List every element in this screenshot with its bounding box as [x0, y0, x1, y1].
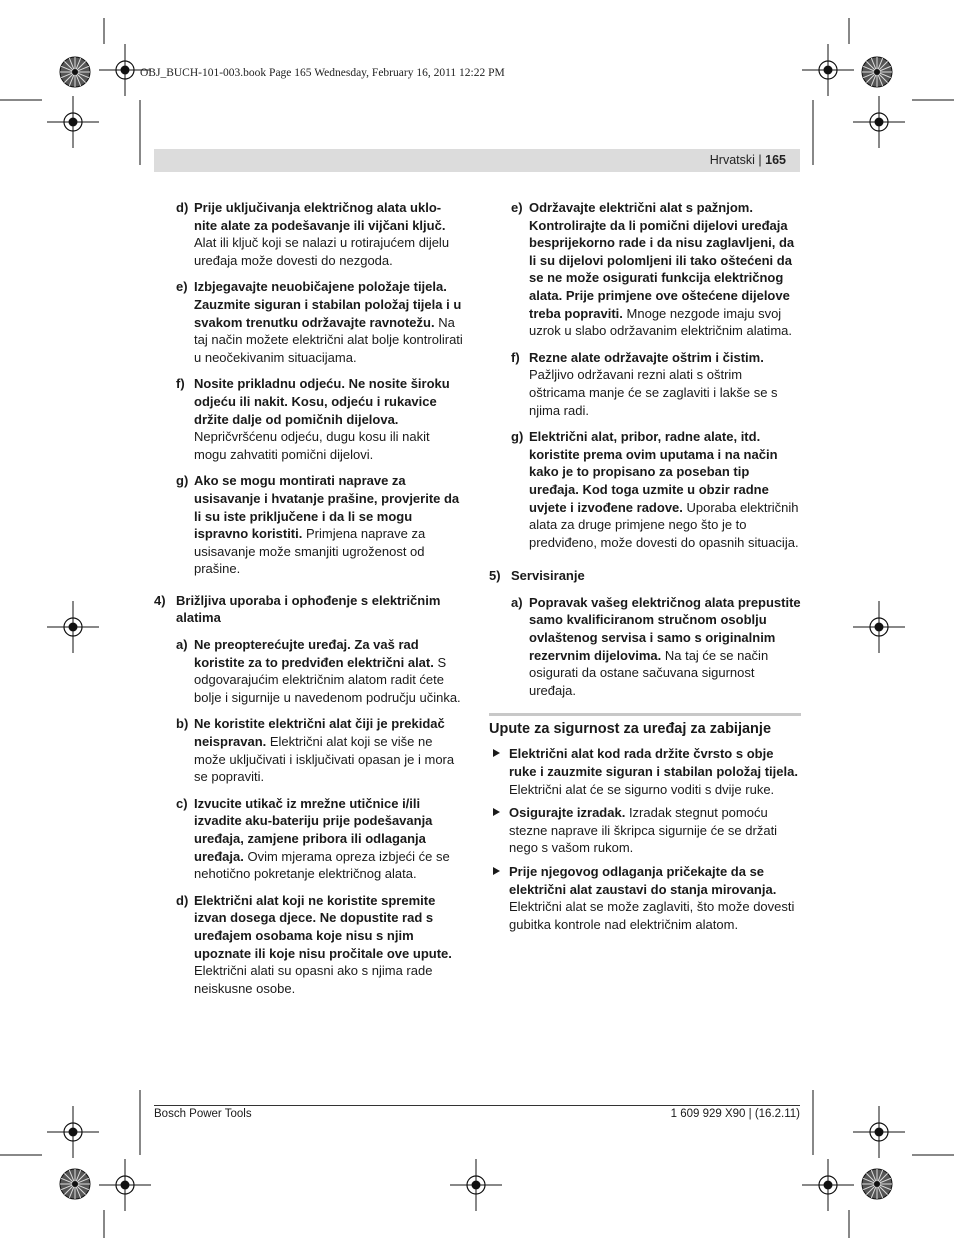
item-bold-text: Izvucite utikač iz mrežne utičnice i/ili izvadite aku-bateriju prije podešavanja uređaja, zamjene pribora ili odlaganja uređaja.	[194, 795, 433, 864]
bullet-bold-text: Električni alat kod rada držite čvrsto s obje ruke i zauzmite siguran i stabilan položaj tijela.	[509, 746, 798, 780]
header-language: Hrvatski	[709, 153, 755, 167]
section-4-heading	[154, 592, 464, 627]
bullet-bold-text: Prije njegovog odlaganja pričekajte da se električni alat zaustavi do stanja mirovanja.	[509, 864, 777, 897]
triangle-bullet-icon	[493, 867, 500, 875]
item-text: Uporaba električnih alata za druge primjene nego što je to predviđeno, može dovesti do opasnih situacija.	[529, 499, 799, 550]
item-text: Električni alati su opasni ako s njima rade neiskusne osobe.	[194, 963, 433, 996]
item-label: d)	[176, 200, 189, 215]
list-item-d	[154, 199, 464, 269]
item-bold-text: Održavajte električni alat s pažnjom. Kontrolirajte da li pomični dijelovi uređaja besprijekorno rade i da nisu zaglavljeni, da li su dijelovi polomljeni ili tako oštećeni da se ne može osigurati funkcija električnog alata. Prije primjene ove oštećene dijelove treba popraviti.	[529, 200, 795, 321]
triangle-bullet-icon	[493, 749, 500, 757]
item-label: g)	[176, 473, 189, 489]
item-bold-text: Rezne alate održavajte oštrim i čistim.	[529, 349, 764, 365]
bullet-bold-text: Osigurajte izradak.	[509, 805, 626, 821]
item-text: Električni alat koji se više ne može uključivati i isključivati opasan je i mora se popraviti.	[194, 734, 455, 785]
item-bold-text: Električni alat koji ne koristite spremite izvan dosega djece. Ne dopustite rad s uređajem osobama koje nisu s njim upoznate ili koje nisu pročitale ove upute.	[194, 892, 452, 961]
item-text: Na taj će se način osigurati da ostane sačuvana sigurnost uređaja.	[529, 647, 769, 698]
item-label: e)	[176, 279, 188, 295]
item-label: f)	[176, 376, 185, 392]
bullet-item	[489, 804, 801, 857]
footer-brand: Bosch Power Tools	[154, 1108, 252, 1120]
item-label: a)	[176, 637, 188, 653]
left-column	[154, 199, 464, 1006]
list-item-f	[154, 375, 464, 463]
book-info-line: OBJ_BUCH-101-003.book Page 165 Wednesday, February 16, 2011 12:22 PM	[140, 67, 505, 79]
bullet-item	[489, 863, 801, 933]
section-divider	[489, 713, 801, 716]
item-label: d)	[176, 892, 189, 908]
item-bold-text: Ne preopterećujte uređaj. Za vaš rad koristite za to predviđen električni alat.	[194, 637, 434, 670]
item-text: Ovim mjerama opreza izbjeći će se nehotično pokretanje električnog alata.	[194, 848, 450, 882]
item-text: Pažljivo održavani rezni alati s oštrim oštricama manje će se zaglaviti i lakše se s njima radi.	[529, 367, 778, 418]
list-item-e	[154, 278, 464, 366]
bullet-text: Izradak stegnut pomoću stezne naprave ili škripca sigurnije će se držati nego s vašom rukom.	[509, 805, 778, 856]
bullet-text: Električni alat se može zaglaviti, što može dovesti gubitka kontrole nad električnim alatom.	[509, 899, 795, 932]
item-text: Nepričvršćenu odjeću, dugu kosu ili nakit mogu zahvatiti pomični dijelovi.	[194, 429, 430, 462]
list-item-4a	[154, 636, 464, 706]
item-bold-text: Električni alat, pribor, radne alate, itd. koristite prema ovim uputama i na način kako je to propisano za poseban tip uređaja. Kod toga uzmite u obzir radne uvjete i izvođene radove.	[529, 429, 778, 515]
list-item-4g	[489, 428, 801, 551]
item-label: b)	[176, 716, 189, 732]
footer-rule	[154, 1105, 800, 1106]
section-heading: Upute za sigurnost za uređaj za zabijanje	[489, 721, 772, 738]
list-item-g	[154, 472, 464, 578]
item-bold-text: Ako se mogu montirati naprave za usisavanje i hvatanje prašine, provjerite da li su iste priključene i da li se mogu ispravno koristiti.	[194, 473, 460, 542]
item-label: a)	[511, 594, 523, 610]
list-item-4d	[154, 892, 464, 998]
page-header	[710, 153, 786, 167]
footer-doc-number: 1 609 929 X90 | (16.2.11)	[670, 1108, 800, 1120]
item-label: c)	[176, 795, 188, 811]
list-item-4b	[154, 715, 464, 785]
page-number: 165	[765, 153, 786, 167]
bullet-item	[489, 745, 801, 798]
item-bold-text: Popravak vašeg električnog alata prepustite samo kvalificiranom stručnom osoblju ovlaštenog servisa i samo s originalnim rezervnim dijelovima.	[529, 594, 801, 663]
item-bold-text: Izbjegavajte neuobičajene položaje tijela. Zauzmite siguran i stabilan položaj tijela i u svakom trenutku održavajte ravnotežu.	[194, 279, 462, 330]
list-item-4c	[154, 795, 464, 883]
list-item-4f	[489, 349, 801, 419]
list-item-5a	[489, 594, 801, 700]
item-label: f)	[511, 349, 520, 365]
right-column	[489, 199, 801, 939]
section-title: Servisiranje	[511, 568, 585, 584]
section-number: 4)	[154, 592, 166, 608]
item-bold-text: Prije uključivanja električnog alata uklo-nite alate za podešavanje ili vijčani ključ.	[194, 200, 446, 233]
item-text: S odgovarajućim električnim alatom radit ćete bolje i sigurnije u navedenom području učinka.	[194, 654, 461, 705]
item-bold-text: Nosite prikladnu odjeću. Ne nosite široku odjeću ili nakit. Kosu, odjeću i rukavice držite dalje od pomičnih dijelova.	[194, 376, 450, 427]
list-item-4e	[489, 199, 801, 340]
header-separator: |	[758, 153, 762, 167]
triangle-bullet-icon	[493, 808, 500, 816]
item-label: g)	[511, 429, 524, 445]
item-text: Na taj način možete električni alat bolje kontrolirati u neočekivanim situacijama.	[194, 314, 463, 365]
item-text: Primjena naprave za usisavanje može smanjiti ugroženost od prašine.	[194, 526, 426, 577]
section-title: Brižljiva uporaba i ophođenje s električnim alatima	[176, 592, 441, 626]
section-number: 5)	[489, 568, 501, 584]
bullet-text: Električni alat će se sigurno voditi s dvije ruke.	[509, 781, 775, 797]
page-header-bar	[154, 149, 800, 172]
item-label: e)	[511, 200, 523, 215]
section-5-heading	[489, 567, 801, 585]
item-bold-text: Ne koristite električni alat čiji je prekidač neispravan.	[194, 716, 445, 750]
item-text: Mnoge nezgode imaju svoj uzrok u slabo održavanim električnim alatima.	[529, 305, 792, 339]
item-text: Alat ili ključ koji se nalazi u rotirajućem dijelu uređaja može dovesti do nezgoda.	[194, 235, 450, 268]
